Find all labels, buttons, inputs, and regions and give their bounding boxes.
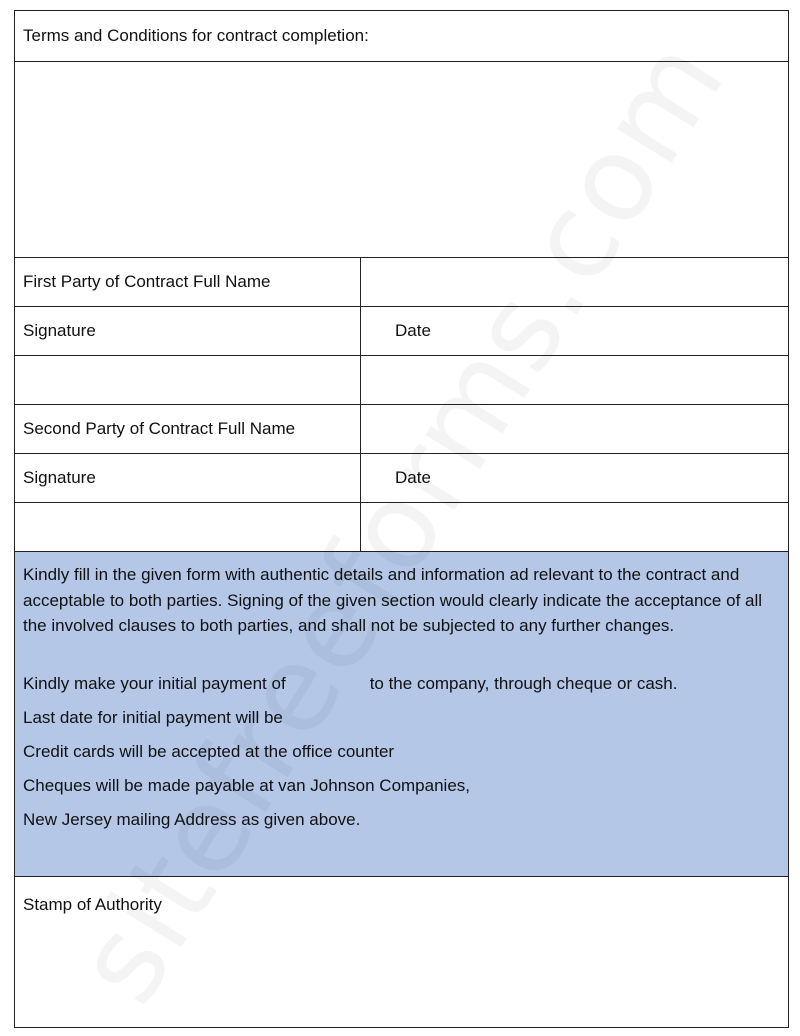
second-party-date-field[interactable] xyxy=(361,503,789,552)
second-party-signature-label: Signature xyxy=(15,454,361,503)
second-party-signature-field[interactable] xyxy=(15,503,361,552)
notice-box xyxy=(15,552,789,877)
credit-cards-line: Credit cards will be accepted at the office counter xyxy=(23,741,395,761)
second-party-name-field[interactable] xyxy=(361,405,789,454)
first-party-name-label: First Party of Contract Full Name xyxy=(15,258,361,307)
first-party-signature-label: Signature xyxy=(15,307,361,356)
payment-prefix: Kindly make your initial payment of xyxy=(23,673,286,693)
terms-title: Terms and Conditions for contract completion: xyxy=(15,11,789,62)
payment-suffix: to the company, through cheque or cash. xyxy=(369,673,678,693)
stamp-of-authority: Stamp of Authority xyxy=(15,877,789,1028)
first-party-date-field[interactable] xyxy=(361,356,789,405)
first-party-name-field[interactable] xyxy=(361,258,789,307)
contract-form xyxy=(14,10,789,1028)
payment-line xyxy=(23,667,776,701)
notice-paragraph: Kindly fill in the given form with authentic details and information ad relevant to the contract and acceptable to both parties. Signing of the given section would clearly indicate the acceptance of all the involved clauses to both parties, and shall not be subjected to any further changes. xyxy=(23,565,763,635)
address-line: New Jersey mailing Address as given above. xyxy=(23,809,361,829)
terms-body-field[interactable] xyxy=(15,62,789,258)
second-party-name-label: Second Party of Contract Full Name xyxy=(15,405,361,454)
first-party-signature-field[interactable] xyxy=(15,356,361,405)
last-date-line: Last date for initial payment will be xyxy=(23,707,283,727)
first-party-date-label: Date xyxy=(361,307,789,356)
cheques-line: Cheques will be made payable at van Johnson Companies, xyxy=(23,775,470,795)
second-party-date-label: Date xyxy=(361,454,789,503)
